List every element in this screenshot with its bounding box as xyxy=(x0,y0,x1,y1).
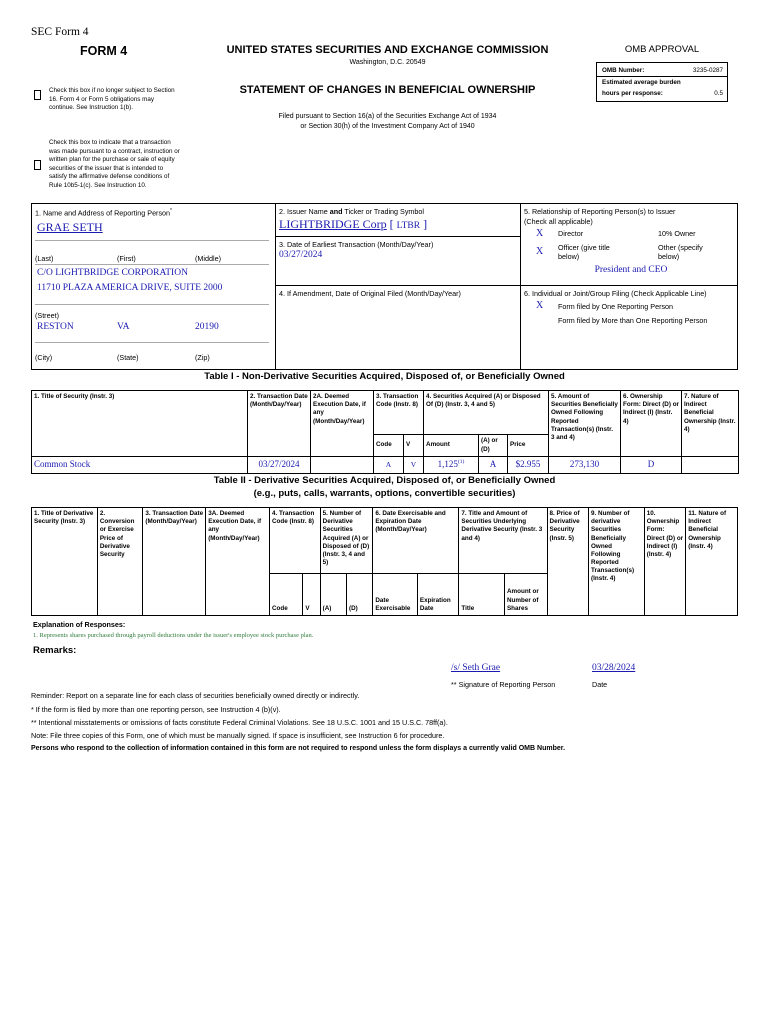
relationship-label: 5. Relationship of Reporting Person(s) to Issuer xyxy=(524,207,676,216)
t1-price: Price xyxy=(508,435,549,457)
officer-label: Officer (give title below) xyxy=(558,243,610,262)
hours-label: hours per response: xyxy=(602,90,663,97)
issuer-label: 2. Issuer Name and Ticker or Trading Symbol xyxy=(279,207,425,216)
t1-amount: Amount xyxy=(424,435,479,457)
t2-h3: 3. Transaction Date (Month/Day/Year) xyxy=(143,508,206,616)
t2-code: Code xyxy=(270,574,303,616)
city-value: RESTON xyxy=(37,322,74,332)
t1-h2a: 2A. Deemed Execution Date, if any (Month/Day/Year) xyxy=(311,391,374,457)
t2-h11: 11. Nature of Indirect Beneficial Ownership (Instr. 4) xyxy=(686,508,738,616)
address-line-1: C/O LIGHTBRIDGE CORPORATION xyxy=(37,268,188,278)
t2-h6: 6. Date Exercisable and Expiration Date (Month/Day/Year) xyxy=(373,508,459,574)
city-label: (City) xyxy=(35,353,53,362)
t1-h5: 5. Amount of Securities Beneficially Owned Following Reported Transaction(s) (Instr. 3 and 4) xyxy=(549,391,621,457)
table2-title: Table II - Derivative Securities Acquired, Disposed of, or Beneficially Owned xyxy=(213,475,556,486)
t1-r-amount: 1,125$^{(1)}$ xyxy=(424,457,479,474)
omb-disclaimer: Persons who respond to the collection of information contained in this form are not required to respond unless the form displays a currently valid OMB Number. xyxy=(31,745,566,752)
omb-approval-title: OMB APPROVAL xyxy=(624,44,700,55)
t1-h2: 2. Transaction Date (Month/Day/Year) xyxy=(248,391,311,457)
t2-v: V xyxy=(303,574,320,616)
omb-number-label: OMB Number: xyxy=(602,67,645,74)
last-label: (Last) xyxy=(35,254,54,263)
earliest-transaction-label: 3. Date of Earliest Transaction (Month/Day/Year) xyxy=(279,240,434,249)
one-person-label: Form filed by One Reporting Person xyxy=(558,302,674,311)
rule-10b5-1-text: Check this box to indicate that a transaction was made pursuant to a contract, instruction or written plan for the purchase or sale of equity securities of the issuer that is intended to satisfy the affirmative defense conditions of Rule 10b5-1(c). See Instruction 10. xyxy=(49,139,180,189)
table2 xyxy=(31,507,738,616)
no-longer-subject-text: Check this box if no longer subject to Section 16. Form 4 or Form 5 obligations may continue. See Instruction 1(b). xyxy=(49,87,175,111)
reminder-text: Reminder: Report on a separate line for each class of securities beneficially owned directly or indirectly. xyxy=(31,691,360,700)
t1-aord: (A) or (D) xyxy=(479,435,508,457)
explanation-1: 1. Represents shares purchased through payroll deductions under the issuer's employee stock purchase plan. xyxy=(33,632,314,639)
t2-expiration-date: Expiration Date xyxy=(417,574,459,616)
t1-r-owned: 273,130 xyxy=(549,457,621,474)
t2-d: (D) xyxy=(346,574,372,616)
middle-label: (Middle) xyxy=(195,254,221,263)
t1-r-code: A xyxy=(374,457,404,474)
earliest-transaction-date: 03/27/2024 xyxy=(279,250,323,260)
amendment-label: 4. If Amendment, Date of Original Filed (Month/Day/Year) xyxy=(279,289,461,298)
issuer-name-link[interactable]: LIGHTBRIDGE Corp xyxy=(279,217,387,231)
omb-number-value: 3235-0287 xyxy=(692,67,723,74)
t2-h4: 4. Transaction Code (Instr. 8) xyxy=(270,508,321,574)
t2-a: (A) xyxy=(320,574,346,616)
agency-location: Washington, D.C. 20549 xyxy=(349,59,426,66)
footnote-star-2: ** Intentional misstatements or omissions of facts constitute Federal Criminal Violations. See 18 U.S.C. 1001 and 15 U.S.C. 78ff(a). xyxy=(31,718,448,727)
reporting-person-name[interactable]: GRAE SETH xyxy=(37,220,103,234)
t2-h10: 10. Ownership Form: Direct (D) or Indirect (I) (Instr. 4) xyxy=(644,508,686,616)
hours-value: 0.5 xyxy=(714,90,723,97)
footnote-star-1: * If the form is filed by more than one reporting person, see Instruction 4 (b)(v). xyxy=(31,705,281,714)
t1-r-title: Common Stock xyxy=(32,457,248,474)
reporting-person-label: 1. Name and Address of Reporting Person* xyxy=(35,208,172,218)
director-label: Director xyxy=(558,229,584,238)
signature-label: ** Signature of Reporting Person xyxy=(451,680,556,689)
state-value: VA xyxy=(117,322,130,332)
t1-r-price: $2.955 xyxy=(508,457,549,474)
t2-title: Title xyxy=(459,574,505,616)
t1-r-aord: A xyxy=(479,457,508,474)
t1-r-deemed xyxy=(311,457,374,474)
t2-h5: 5. Number of Derivative Securities Acquired (A) or Disposed of (D) (Instr. 3, 4 and 5) xyxy=(320,508,373,574)
page-label: SEC Form 4 xyxy=(31,26,89,38)
t2-h1: 1. Title of Derivative Security (Instr. 3) xyxy=(32,508,98,616)
table1-title: Table I - Non-Derivative Securities Acquired, Disposed of, or Beneficially Owned xyxy=(204,371,565,382)
filed-pursuant-1: Filed pursuant to Section 16(a) of the Securities Exchange Act of 1934 xyxy=(278,113,497,120)
t1-h7: 7. Nature of Indirect Beneficial Ownership (Instr. 4) xyxy=(682,391,739,457)
form-title: FORM 4 xyxy=(80,44,128,58)
t1-code: Code xyxy=(374,435,404,457)
t1-r-nature xyxy=(682,457,739,474)
t2-h9: 9. Number of derivative Securities Beneficially Owned Following Reported Transaction(s) (Instr. 4) xyxy=(589,508,645,616)
first-label: (First) xyxy=(117,254,136,263)
omb-box xyxy=(596,62,728,102)
t1-h4: 4. Securities Acquired (A) or Disposed Of (D) (Instr. 3, 4 and 5) xyxy=(424,391,549,435)
t1-h1: 1. Title of Security (Instr. 3) xyxy=(32,391,248,457)
filing-type-label: 6. Individual or Joint/Group Filing (Check Applicable Line) xyxy=(524,289,707,298)
ticker-symbol: LTBR xyxy=(396,221,421,231)
officer-mark[interactable]: X xyxy=(536,246,544,257)
street-label: (Street) xyxy=(35,311,59,320)
zip-value: 20190 xyxy=(195,322,219,332)
other-label: Other (specify below) xyxy=(658,243,703,262)
t2-h3a: 3A. Deemed Execution Date, if any (Month/Day/Year) xyxy=(206,508,270,616)
t1-r-form: D xyxy=(621,457,682,474)
ten-percent-owner-label: 10% Owner xyxy=(658,229,696,238)
table1 xyxy=(31,390,738,474)
signature-date: 03/28/2024 xyxy=(592,663,636,673)
relationship-sublabel: (Check all applicable) xyxy=(524,217,593,226)
one-person-mark[interactable]: X xyxy=(536,300,544,311)
remarks-label: Remarks: xyxy=(33,645,77,656)
zip-label: (Zip) xyxy=(195,353,210,362)
footnote-ref[interactable]: (1) xyxy=(457,459,465,466)
filed-pursuant-2: or Section 30(h) of the Investment Company Act of 1940 xyxy=(300,123,475,130)
t1-v: V xyxy=(404,435,424,457)
t1-h3: 3. Transaction Code (Instr. 8) xyxy=(374,391,424,435)
address-line-2: 11710 PLAZA AMERICA DRIVE, SUITE 2000 xyxy=(37,283,223,293)
table-row xyxy=(32,457,739,474)
explanation-label: Explanation of Responses: xyxy=(33,620,126,629)
date-label: Date xyxy=(592,680,608,689)
signature: /s/ Seth Grae xyxy=(451,663,501,673)
burden-label: Estimated average burden xyxy=(602,79,681,86)
no-longer-subject-checkbox[interactable] xyxy=(34,90,41,100)
t2-amount-shares: Amount or Number of Shares xyxy=(504,574,547,616)
note-text: Note: File three copies of this Form, one of which must be manually signed. If space is insufficient, see Instruction 6 for procedure. xyxy=(31,731,445,740)
state-label: (State) xyxy=(117,353,139,362)
multi-person-label: Form filed by More than One Reporting Person xyxy=(558,316,708,325)
t1-r-date: 03/27/2024 xyxy=(248,457,311,474)
t2-h8: 8. Price of Derivative Security (Instr. 5) xyxy=(547,508,589,616)
t2-h7: 7. Title and Amount of Securities Underlying Derivative Security (Instr. 3 and 4) xyxy=(459,508,547,574)
t1-r-v: V xyxy=(404,457,424,474)
rule-10b5-1-checkbox[interactable] xyxy=(34,160,41,170)
officer-title: President and CEO xyxy=(594,265,668,275)
table2-subtitle: (e.g., puts, calls, warrants, options, convertible securities) xyxy=(253,488,516,499)
director-mark[interactable]: X xyxy=(536,228,544,239)
t2-h2: 2. Conversion or Exercise Price of Derivative Security xyxy=(97,508,143,616)
t2-date-exercisable: Date Exercisable xyxy=(373,574,418,616)
agency-title: UNITED STATES SECURITIES AND EXCHANGE COMMISSION xyxy=(226,44,549,56)
t1-h6: 6. Ownership Form: Direct (D) or Indirect (I) (Instr. 4) xyxy=(621,391,682,457)
statement-title: STATEMENT OF CHANGES IN BENEFICIAL OWNERSHIP xyxy=(239,84,536,96)
issuer-name-ticker: LIGHTBRIDGE Corp [ LTBR ] xyxy=(279,217,428,231)
